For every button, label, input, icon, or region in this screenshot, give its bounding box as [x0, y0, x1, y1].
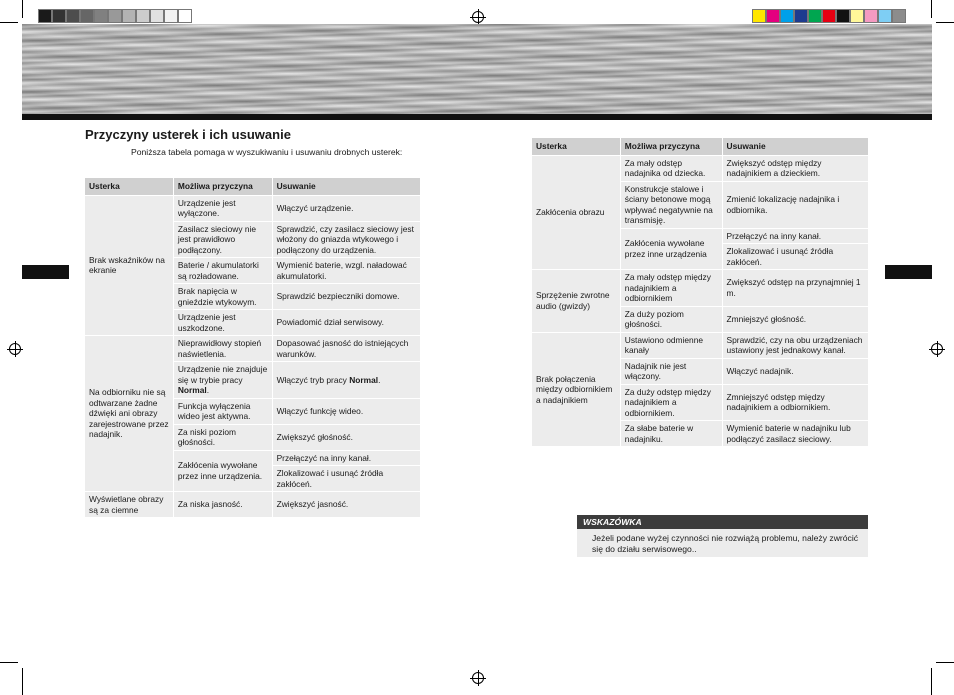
- cause-text: Nieprawidłowy stopień naświetlenia.: [177, 338, 262, 359]
- fault-cell: [532, 270, 621, 333]
- fix-cell: [272, 258, 420, 284]
- cause-cell: [620, 155, 722, 181]
- cause-cell: [173, 336, 272, 362]
- fix-cell: [272, 450, 420, 466]
- cause-cell: [620, 306, 722, 332]
- cause-text: Za słabe baterie w nadajniku.: [624, 423, 694, 444]
- color-swatch: [780, 9, 794, 23]
- color-swatch: [766, 9, 780, 23]
- fix-cell: [722, 306, 868, 332]
- color-swatch: [122, 9, 136, 23]
- fix-text: Zwiększyć głośność.: [276, 431, 353, 442]
- fault-text: Na odbiorniku nie są odtwarzane żadne dźwięki ani obrazy zarejestrowane przez nadajnik.: [89, 387, 169, 440]
- crop-mark: [936, 662, 954, 663]
- crop-mark: [22, 0, 23, 18]
- header-cause: Możliwa przyczyna: [173, 178, 272, 196]
- fault-text: Wyświetlane obrazy są za ciemne: [89, 494, 164, 515]
- fix-cell: [272, 466, 420, 492]
- table-row: [85, 195, 421, 221]
- cause-emphasis: Normal: [177, 385, 207, 395]
- fault-cell: [532, 332, 621, 447]
- fix-text: Włączyć urządzenie.: [276, 202, 354, 213]
- registration-mark-icon: [472, 672, 484, 684]
- fix-cell: [272, 221, 420, 258]
- fix-text: Przełączyć na inny kanał.: [276, 452, 372, 463]
- cause-cell: [173, 362, 272, 399]
- fix-text: Przełączyć na inny kanał.: [726, 230, 822, 241]
- fix-cell: [272, 492, 420, 518]
- crop-mark: [22, 668, 23, 695]
- cause-cell: [173, 284, 272, 310]
- cause-text: Brak napięcia w gnieździe wtykowym.: [177, 286, 257, 307]
- header-fix: Usuwanie: [272, 178, 420, 196]
- registration-mark-icon: [931, 343, 943, 355]
- header-cause: Możliwa przyczyna: [620, 138, 722, 156]
- fault-cell: [85, 336, 174, 492]
- registration-mark-icon: [9, 343, 21, 355]
- fix-text: Zwiększyć odstęp między nadajnikiem a dzieckiem.: [726, 157, 822, 178]
- color-swatch: [850, 9, 864, 23]
- fix-cell: [722, 384, 868, 421]
- cause-text: Zasilacz sieciowy nie jest prawidłowo podłączony.: [177, 223, 257, 255]
- fault-text: Brak wskaźników na ekranie: [89, 254, 165, 276]
- tip-text: Jeżeli podane wyżej czynności nie rozwiążą problemu, należy zwrócić się do działu serwisowego..: [577, 529, 868, 557]
- fix-cell: [272, 362, 420, 399]
- fix-cell: [272, 195, 420, 221]
- color-swatch: [94, 9, 108, 23]
- crop-mark: [0, 662, 18, 663]
- cause-text: Konstrukcje stalowe i ściany betonowe mogą wpływać negatywnie na transmisję.: [624, 183, 713, 225]
- fix-cell: [272, 310, 420, 336]
- fix-text: Dopasować jasność do istniejących warunków.: [276, 338, 409, 359]
- fix-text: Zmienić lokalizację nadajnika i odbiornika.: [726, 194, 840, 215]
- cause-text-end: .: [206, 385, 210, 395]
- color-swatches: [752, 9, 906, 23]
- color-swatch: [822, 9, 836, 23]
- fix-emphasis: Normal: [349, 374, 379, 385]
- cause-cell: [173, 450, 272, 492]
- fix-cell: [722, 358, 868, 384]
- color-swatch: [150, 9, 164, 23]
- header-band-rule: [22, 114, 932, 120]
- crop-mark: [0, 22, 18, 23]
- cause-text: Zakłócenia wywołane przez inne urządzenia.: [177, 460, 263, 481]
- troubleshooting-table-right: [531, 137, 869, 447]
- color-swatch: [52, 9, 66, 23]
- fix-cell: [722, 244, 868, 270]
- fix-cell: [722, 181, 868, 228]
- table-row: [532, 270, 869, 307]
- fix-text: Zmniejszyć głośność.: [726, 313, 807, 324]
- fix-text: Wymienić baterie, wzgl. naładować akumulatorki.: [276, 260, 407, 281]
- cause-text: Za duży poziom głośności.: [624, 308, 684, 329]
- table-row: [532, 332, 869, 358]
- fix-text: Sprawdzić, czy na obu urządzeniach ustawiony jest jednakowy kanał.: [726, 334, 863, 355]
- fix-cell: [272, 398, 420, 424]
- header-band: [22, 24, 932, 114]
- intro-text: Poniższa tabela pomaga w wyszukiwaniu i usuwaniu drobnych usterek:: [131, 147, 403, 157]
- fix-text: Zmniejszyć odstęp między nadajnikiem a odbiornikiem.: [726, 391, 831, 413]
- cause-text: Za niski poziom głośności.: [177, 426, 237, 447]
- fault-cell: [85, 195, 174, 336]
- color-swatch: [808, 9, 822, 23]
- crop-mark: [936, 22, 954, 23]
- cause-text: Urządzenie jest wyłączone.: [177, 197, 236, 218]
- color-swatch: [108, 9, 122, 23]
- color-swatch: [878, 9, 892, 23]
- color-swatch: [178, 9, 192, 23]
- fault-text: Brak połączenia między odbiornikiem a nadajnikiem: [536, 373, 613, 405]
- crop-mark: [931, 668, 932, 695]
- registration-mark-icon: [472, 11, 484, 23]
- cause-cell: [173, 258, 272, 284]
- fix-text: Włączyć tryb pracy: [276, 374, 350, 385]
- cause-text: Urządzenie nie znajduje się w trybie pracy: [177, 364, 268, 385]
- header-fault: Usterka: [85, 178, 174, 196]
- cause-text: Urządzenie jest uszkodzone.: [177, 312, 236, 333]
- color-swatch: [752, 9, 766, 23]
- color-swatch: [794, 9, 808, 23]
- color-swatch: [38, 9, 52, 23]
- color-swatch: [892, 9, 906, 23]
- color-swatch: [864, 9, 878, 23]
- fix-cell: [722, 270, 868, 307]
- cause-cell: [620, 228, 722, 270]
- cause-text: Zakłócenia wywołane przez inne urządzenia: [624, 238, 707, 259]
- left-page-tab: [22, 265, 69, 279]
- color-swatch: [836, 9, 850, 23]
- cause-cell: [620, 332, 722, 358]
- fix-text: Sprawdzić bezpieczniki domowe.: [276, 291, 400, 302]
- cause-text: Za niska jasność.: [177, 499, 243, 510]
- fix-text: Wymienić baterie w nadajniku lub podłączyć zasilacz sieciowy.: [726, 423, 851, 444]
- fault-cell: [532, 155, 621, 270]
- fix-cell: [722, 228, 868, 244]
- color-swatch: [136, 9, 150, 23]
- troubleshooting-table-left: [84, 177, 421, 518]
- cause-cell: [620, 181, 722, 228]
- cause-cell: [173, 195, 272, 221]
- cause-cell: [620, 358, 722, 384]
- page-title: Przyczyny usterek i ich usuwanie: [85, 127, 291, 142]
- fix-cell: [272, 424, 420, 450]
- cause-cell: [173, 424, 272, 450]
- cause-cell: [173, 398, 272, 424]
- fix-text: Włączyć funkcję wideo.: [276, 405, 364, 416]
- table-row: [85, 336, 421, 362]
- fix-text: Powiadomić dział serwisowy.: [276, 317, 384, 328]
- fault-text: Zakłócenia obrazu: [536, 207, 605, 217]
- fix-text: Sprawdzić, czy zasilacz sieciowy jest włożony do gniazda wtykowego i podłączony do urządzenia.: [276, 223, 414, 255]
- tip-heading: WSKAZÓWKA: [577, 515, 868, 529]
- cause-cell: [620, 270, 722, 307]
- fix-cell: [272, 336, 420, 362]
- cause-cell: [173, 492, 272, 518]
- header-fix: Usuwanie: [722, 138, 868, 156]
- cause-text: Za mały odstęp między nadajnikiem a odbiornikiem: [624, 272, 711, 303]
- color-swatch: [80, 9, 94, 23]
- cause-text: Za mały odstęp nadajnika od dziecka.: [624, 157, 706, 178]
- fix-text: Zwiększyć jasność.: [276, 499, 349, 510]
- cause-cell: [620, 384, 722, 421]
- cause-text: Baterie / akumulatorki są rozładowane.: [177, 260, 259, 281]
- header-fault: Usterka: [532, 138, 621, 156]
- fix-text-end: .: [378, 374, 381, 385]
- cause-text: Ustawiono odmienne kanały: [624, 334, 704, 355]
- cause-cell: [620, 421, 722, 447]
- fault-text: Sprzężenie zwrotne audio (gwizdy): [536, 290, 610, 311]
- fix-cell: [722, 155, 868, 181]
- cause-text: Funkcja wyłączenia wideo jest aktywna.: [177, 400, 251, 421]
- fix-text: Zlokalizować i usunąć źródła zakłóceń.: [276, 468, 384, 489]
- right-page-tab: [885, 265, 932, 279]
- fix-cell: [722, 332, 868, 358]
- crop-mark: [931, 0, 932, 18]
- cause-cell: [173, 221, 272, 258]
- cause-cell: [173, 310, 272, 336]
- fix-text: Zwiększyć odstęp na przynajmniej 1 m.: [726, 277, 861, 298]
- grayscale-swatches: [38, 9, 192, 23]
- fix-cell: [272, 284, 420, 310]
- color-swatch: [164, 9, 178, 23]
- cause-text: Nadajnik nie jest włączony.: [624, 360, 687, 381]
- fault-cell: [85, 492, 174, 518]
- fix-cell: [722, 421, 868, 447]
- fix-text: Zlokalizować i usunąć źródła zakłóceń.: [726, 246, 834, 267]
- table-row: [85, 492, 421, 518]
- color-swatch: [66, 9, 80, 23]
- table-row: [532, 155, 869, 181]
- cause-text: Za duży odstęp między nadajnikiem a odbiornikiem.: [624, 386, 711, 418]
- fix-text: Włączyć nadajnik.: [726, 365, 794, 376]
